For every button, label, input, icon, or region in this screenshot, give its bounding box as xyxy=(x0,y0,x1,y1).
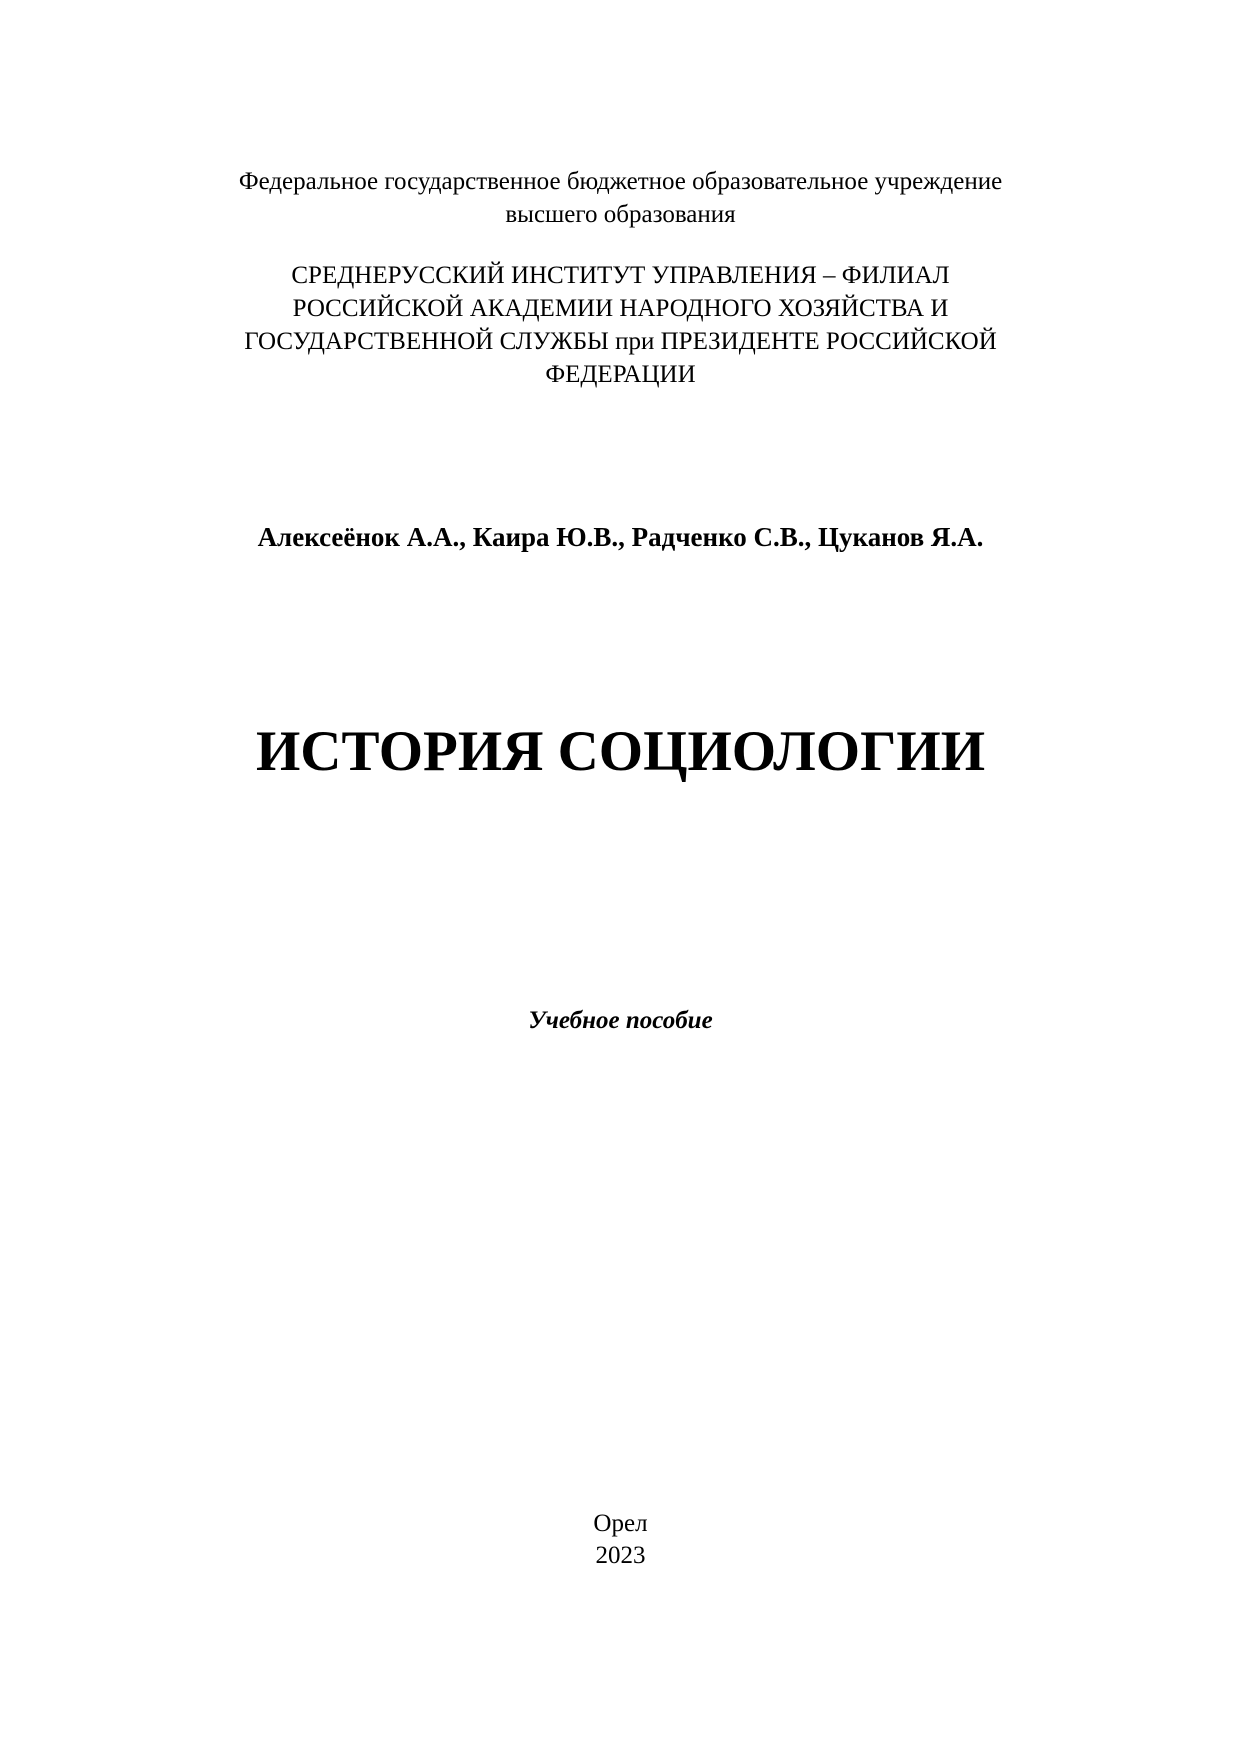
book-type: Учебное пособие xyxy=(528,1007,713,1034)
authors: Алексеёнок А.А., Каира Ю.В., Радченко С.В., Цуканов Я.А. xyxy=(257,522,984,552)
organization-line-2: высшего образования xyxy=(505,201,736,228)
institute-line-3-part-2: при xyxy=(615,328,655,355)
organization-line-1: Федеральное государственное бюджетное образовательное учреждение xyxy=(238,168,1003,195)
institute-line-3-part-1: ГОСУДАРСТВЕННОЙ СЛУЖБЫ xyxy=(244,328,616,355)
imprint-city: Орел xyxy=(593,1510,648,1537)
imprint xyxy=(0,1508,1241,1572)
institute-line-3 xyxy=(0,325,1241,358)
institute-line-4: ФЕДЕРАЦИИ xyxy=(545,361,696,388)
institute-line-3-part-3: ПРЕЗИДЕНТЕ РОССИЙСКОЙ xyxy=(654,328,997,355)
book-title: ИСТОРИЯ СОЦИОЛОГИИ xyxy=(255,720,986,783)
institute-name xyxy=(0,259,1241,391)
institute-line-1: СРЕДНЕРУССКИЙ ИНСТИТУТ УПРАВЛЕНИЯ – ФИЛИАЛ xyxy=(291,262,950,289)
imprint-year: 2023 xyxy=(595,1542,646,1569)
organization-header xyxy=(0,165,1241,231)
institute-line-2: РОССИЙСКОЙ АКАДЕМИИ НАРОДНОГО ХОЗЯЙСТВА И xyxy=(292,295,949,322)
